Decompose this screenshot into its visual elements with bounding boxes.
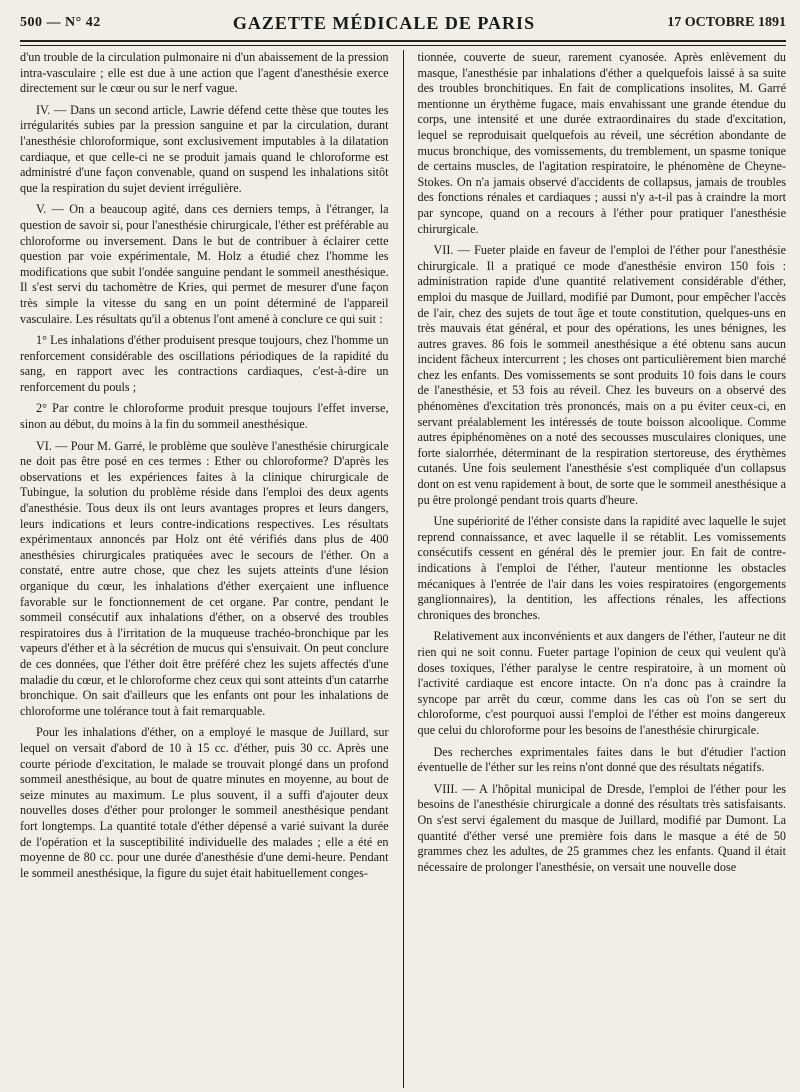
paragraph: tionnée, couverte de sueur, rarement cyanosée. Après enlèvement du masque, l'anesthésie par inhalations d'éther a quelquefois laissé à sa suite des troubles bronchitiques. En fait de complications insolites, M. Garré mentionne un érythème fugace, mais envahissant une grande étendue du corps, une intensité et une durée extraordinaires du stade d'excitation, lequel se reproduisait quelquefois au réveil, une sécrétion abondante de mucus bronchique, des vomissements, du tremblement, un spasme tonique de certains muscles, de l'agitation respiratoire, le phénomène de Cheyne-Stokes. On n'a jamais observé d'accidents de collapsus, jamais de troubles des fonctions rénales et cardiaques ; aussi n'y a-t-il pas à craindre la mort par syncope, quand on a recours à l'éther pour pratiquer l'anesthésie chirurgicale. — [417, 50, 787, 236]
issue-date: 17 OCTOBRE 1891 — [667, 15, 786, 30]
left-column — [20, 50, 389, 1088]
paragraph: Une supériorité de l'éther consiste dans la rapidité avec laquelle le sujet reprend connaissance, et avec laquelle il se rétablit. Les vomissements consécutifs cessent en général dès le premier jour. En fait de contre-indications à l'emploi de l'éther, l'auteur mentionne les obstacles mécaniques à l'entrée de l'air dans les voies respiratoires (engorgements ganglionnaires), la dentition, les affections rénales, les affections chroniques des bronches. — [417, 514, 787, 622]
paragraph: Relativement aux inconvénients et aux dangers de l'éther, l'auteur ne dit rien qui ne soit connu. Fueter partage l'opinion de ceux qui veulent qu'à doses toxiques, l'éther paralyse le centre respiratoire, à un moment où l'activité cardiaque est encore intacte. On n'a donc pas à craindre la syncope par arrêt du cœur, comme dans les cas où l'on se sert du chloroforme, c'est pourquoi aussi l'emploi de l'éther est moins dangereux que celui du chloroforme pour les besoins de l'anesthésie chirurgicale. — [417, 629, 787, 737]
paragraph: VII. — Fueter plaide en faveur de l'emploi de l'éther pour l'anesthésie chirurgicale. Il a pratiqué ce mode d'anesthésie environ 150 fois : administration rapide d'une quantité relativement considérable d'éther, emploi du masque de Juillard, modifié par Dumont, pour empêcher l'accès de l'air, chez des sujets de tout âge et toute constitution, quelques-uns en très mauvais état général, et pour des opérations, les unes bénignes, les autres graves. 86 fois le sommeil anesthésique a été obtenu sans aucun incident fâcheux intercurrent ; les choses ont particulièrement bien marché chez les enfants. Des vomissements se sont produits 10 fois dans le cours de l'anesthésie, et 53 fois au réveil. Chez les buveurs on a observé des phénomènes d'excitation très prononcés, mais on a pu éviter ceux-ci, en servant préalablement les intéressés de toute boisson alcoolique. Comme autres épiphénomènes on a noté des secousses musculaires cloniques, une forte sialorrhée, déterminant de la respiration stertoreuse, des érythèmes cutanés. Une fois seulement l'anesthésie s'est compliquée d'un collapsus dont on est venu rapidement à bout, de sorte que le sommeil anesthésique a pu être prolongé pendant trois quarts d'heure. — [417, 243, 787, 507]
paragraph: d'un trouble de la circulation pulmonaire ni d'un abaissement de la pression intra-vasculaire ; elle est due à une action que l'agent d'anesthésie exerce directement sur le cœur ou sur le nerf vague. — [20, 50, 389, 96]
paragraph: VI. — Pour M. Garré, le problème que soulève l'anesthésie chirurgicale ne doit pas être posé en ces termes : Ether ou chloroforme? D'après les observations et les expériences faites à la clinique chirurgicale de Tubingue, la solution du problème réside dans l'emploi des deux agents d'anesthésie. Tous deux ils ont leurs avantages propres et leurs dangers, leurs indications et leurs contre-indications respectives. Les résultats expérimentaux annoncés par Holz ont été vérifiés dans plus de 400 anesthésies chirurgicales pratiquées avec le secours de l'éther. On a constaté, entre autre chose, que chez les sujets atteints d'une lésion organique du cœur, les inhalations d'éther exerçaient une influence favorable sur le fonctionnement de cet organe. Par contre, pendant le sommeil consécutif aux inhalations d'éther, on a observé des troubles respiratoires dus à l'irritation de la muqueuse trachéo-bronchique par les vapeurs d'éther et à la sécrétion de mucus qui s'ensuivait. On peut conclure de ces données, que l'éther doit être préféré chez les sujets affectés d'une maladie du cœur, et le chloroforme chez ceux qui sont atteints d'un catarrhe bronchique. On sait d'ailleurs que les enfants ont pour les inhalations de chloroforme une tolérance tout à fait remarquable. — [20, 438, 389, 718]
paragraph: VIII. — A l'hôpital municipal de Dresde, l'emploi de l'éther pour les besoins de l'anesthésie chirurgicale a donné des résultats très satisfaisants. On s'est servi également du masque de Juillard, modifié par Dumont. La quantité d'éther versé une première fois dans le masque a été de 50 grammes chez les adultes, de 25 grammes chez les enfants. Quand il était nécessaire de prolonger l'anesthésie, on versait une nouvelle dose — [417, 781, 787, 874]
paragraph: 1° Les inhalations d'éther produisent presque toujours, chez l'homme un renforcement considérable des oscillations périodiques de la rapidité du sang, en rapport avec les contractions cardiaques, c'est-à-dire un renforcement du pouls ; — [20, 333, 389, 394]
column-divider — [403, 50, 404, 1088]
masthead — [20, 8, 786, 38]
header-rule — [20, 40, 786, 46]
paragraph: V. — On a beaucoup agité, dans ces derniers temps, à l'étranger, la question de savoir si, pour l'anesthésie chirurgicale, l'éther est préférable au chloroforme ou inversement. Dans le but de contribuer à éclairer cette question par voie expérimentale, M. Holz a étudié chez l'homme les modifications que subit l'ondée sanguine pendant le sommeil anesthésique. Il s'est servi du tachomètre de Kries, qui permet de mesurer d'une façon très simple la vitesse du sang en un point déterminé de l'appareil vasculaire. Les résultats qu'il a obtenus l'ont amené à conclure ce qui suit : — [20, 202, 389, 326]
paragraph: 2° Par contre le chloroforme produit presque toujours l'effet inverse, sinon au début, du moins à la fin du sommeil anesthésique. — [20, 401, 389, 432]
page-number: 500 — N° 42 — [20, 15, 101, 30]
paragraph: Pour les inhalations d'éther, on a employé le masque de Juillard, sur lequel on versait d'abord de 10 à 15 cc. d'éther, puis 30 cc. Après une courte période d'excitation, le malade se trouvait plongé dans un profond sommeil anesthésique, au bout de quatre minutes en moyenne, au bout de seize minutes au maximum. Le plus souvent, il a suffi d'ajouter deux nouvelles doses d'éther pour prolonger le sommeil anesthésique pendant fort longtemps. La quantité totale d'éther dépensé a varié suivant la durée de l'opération et la susceptibilité individuelle des malades ; elle a été en moyenne de 80 cc. pour une durée d'anesthésie d'une demi-heure. Pendant le sommeil anesthésique, la figure du sujet était habituellement conges- — [20, 725, 389, 880]
paragraph: IV. — Dans un second article, Lawrie défend cette thèse que toutes les irrégularités subies par la pression sanguine et par la circulation, durant l'anesthésie chloroformique, sont exclusivement imputables à la dilatation cardiaque, et que celle-ci ne se produit jamais quand le chloroforme est administré d'une façon convenable, quand on suspend les inhalations sitôt que la respiration du sujet devient irrégulière. — [20, 102, 389, 195]
paragraph: Des recherches exprimentales faites dans le but d'étudier l'action éventuelle de l'éther sur les reins n'ont donné que des résultats négatifs. — [417, 744, 787, 775]
article-columns — [20, 50, 786, 1088]
right-column — [418, 50, 787, 1088]
journal-title: GAZETTE MÉDICALE DE PARIS — [232, 12, 536, 33]
